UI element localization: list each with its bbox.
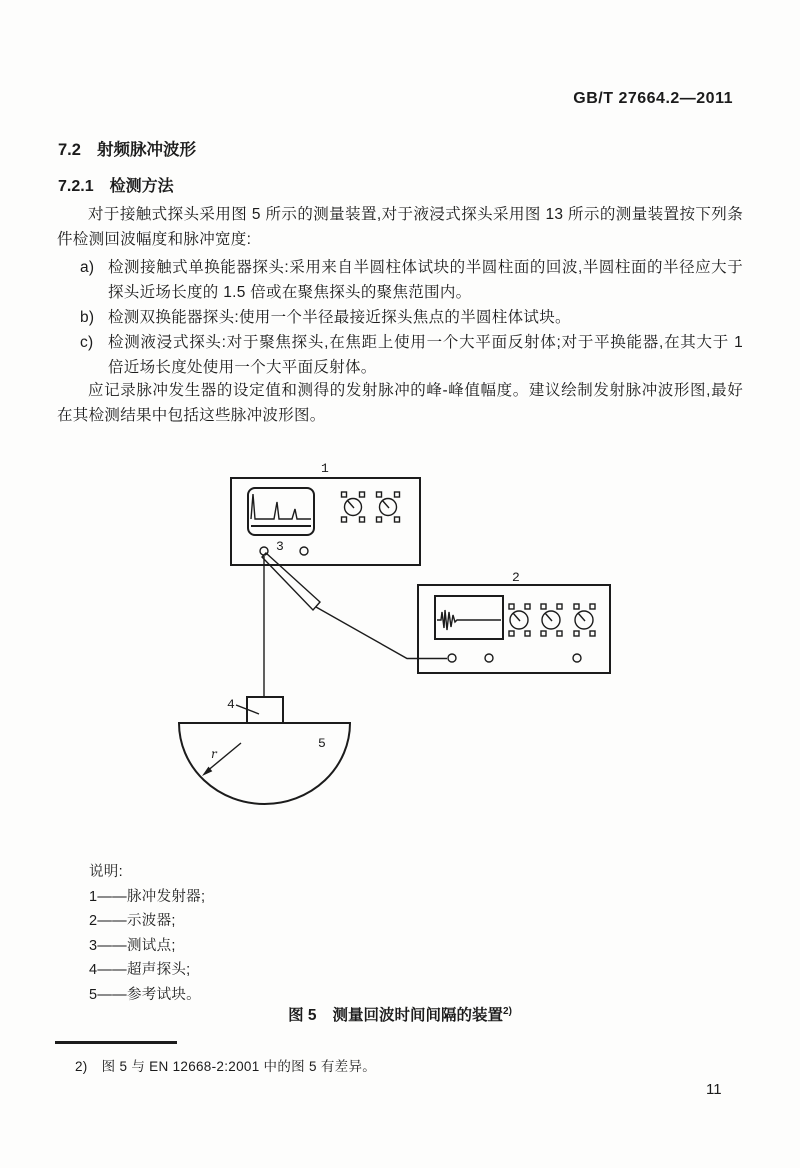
footnote-divider [55, 1041, 177, 1044]
input-connector[interactable] [573, 654, 581, 662]
section-heading [58, 136, 196, 160]
reference-block [179, 723, 350, 804]
method-list [57, 255, 743, 380]
pulse-display-screen [248, 488, 314, 535]
rf-burst-trace [437, 610, 501, 630]
oscilloscope-device [418, 570, 610, 673]
figure-5-diagram [0, 450, 800, 850]
list-item-label: c) [80, 334, 94, 351]
footnote-text: 图 5 与 EN 12668-2:2001 中的图 5 有差异。 [101, 1059, 377, 1074]
callout-4: 4 [227, 697, 235, 712]
page-number: 11 [706, 1081, 722, 1098]
list-item-text: 检测双换能器探头:使用一个半径最接近探头焦点的半圆柱体试块。 [108, 309, 571, 326]
legend-item: 1——脉冲发射器; [89, 888, 206, 905]
callout-3-test-point: 3 [276, 539, 284, 554]
list-item-c [57, 330, 743, 380]
callout-5: 5 [318, 736, 326, 751]
knob[interactable] [509, 604, 530, 636]
knob[interactable] [342, 492, 365, 522]
legend-title: 说明: [89, 864, 123, 880]
figure-caption [0, 1003, 800, 1025]
legend-item: 2——示波器; [89, 913, 176, 929]
list-item-a [57, 255, 743, 305]
subsection-number: 7.2.1 [58, 178, 94, 195]
wiring [262, 553, 447, 697]
pulse-trace [251, 494, 311, 519]
test-probe-stylus [262, 553, 320, 610]
list-item-label: b) [80, 309, 95, 326]
pulse-generator-device [231, 461, 420, 565]
subsection-title: 检测方法 [109, 178, 174, 195]
scope-cable [316, 607, 447, 659]
legend-item: 5——参考试块。 [89, 986, 201, 1003]
knob[interactable] [574, 604, 595, 636]
legend-item: 4——超声探头; [89, 962, 191, 978]
callout-2: 2 [512, 570, 520, 585]
paragraph-record: 应记录脉冲发生器的设定值和测得的发射脉冲的峰-峰值幅度。建议绘制发射脉冲波形图,最好在其检测结果中包括这些脉冲波形图。 [57, 382, 743, 424]
paragraph-intro: 对于接触式探头采用图 5 所示的测量装置,对于液浸式探头采用图 13 所示的测量装置按下列条件检测回波幅度和脉冲宽度: [57, 206, 743, 248]
standard-code: GB/T 27664.2—2011 [573, 90, 733, 107]
radius-label: r [211, 747, 217, 761]
section-number: 7.2 [58, 141, 81, 159]
legend-item: 3——测试点; [89, 937, 176, 954]
knob[interactable] [377, 492, 400, 522]
figure-caption-label: 图 5 [288, 1007, 317, 1024]
figure-caption-text: 测量回波时间间隔的装置 [332, 1007, 504, 1024]
input-connector[interactable] [485, 654, 493, 662]
list-item-b [57, 305, 743, 330]
ultrasonic-probe [227, 697, 283, 723]
figure-caption-footnote-ref: 2) [503, 1005, 512, 1017]
output-connector[interactable] [300, 547, 308, 555]
list-item-text: 检测接触式单换能器探头:采用来自半圆柱体试块的半圆柱面的回波,半圆柱面的半径应大于探头近场长度的 1.5 倍或在聚焦探头的聚焦范围内。 [108, 259, 743, 301]
callout-1: 1 [321, 461, 329, 476]
subsection-heading [58, 173, 174, 196]
footnote [75, 1055, 376, 1075]
input-connector[interactable] [448, 654, 456, 662]
list-item-label: a) [80, 259, 95, 276]
list-item-text: 检测液浸式探头:对于聚焦探头,在焦距上使用一个大平面反射体;对于平换能器,在其大于 1 倍近场长度处使用一个大平面反射体。 [108, 334, 743, 376]
figure-legend [89, 860, 205, 1007]
footnote-label: 2) [75, 1059, 88, 1074]
knob[interactable] [541, 604, 562, 636]
section-title: 射频脉冲波形 [96, 141, 196, 159]
